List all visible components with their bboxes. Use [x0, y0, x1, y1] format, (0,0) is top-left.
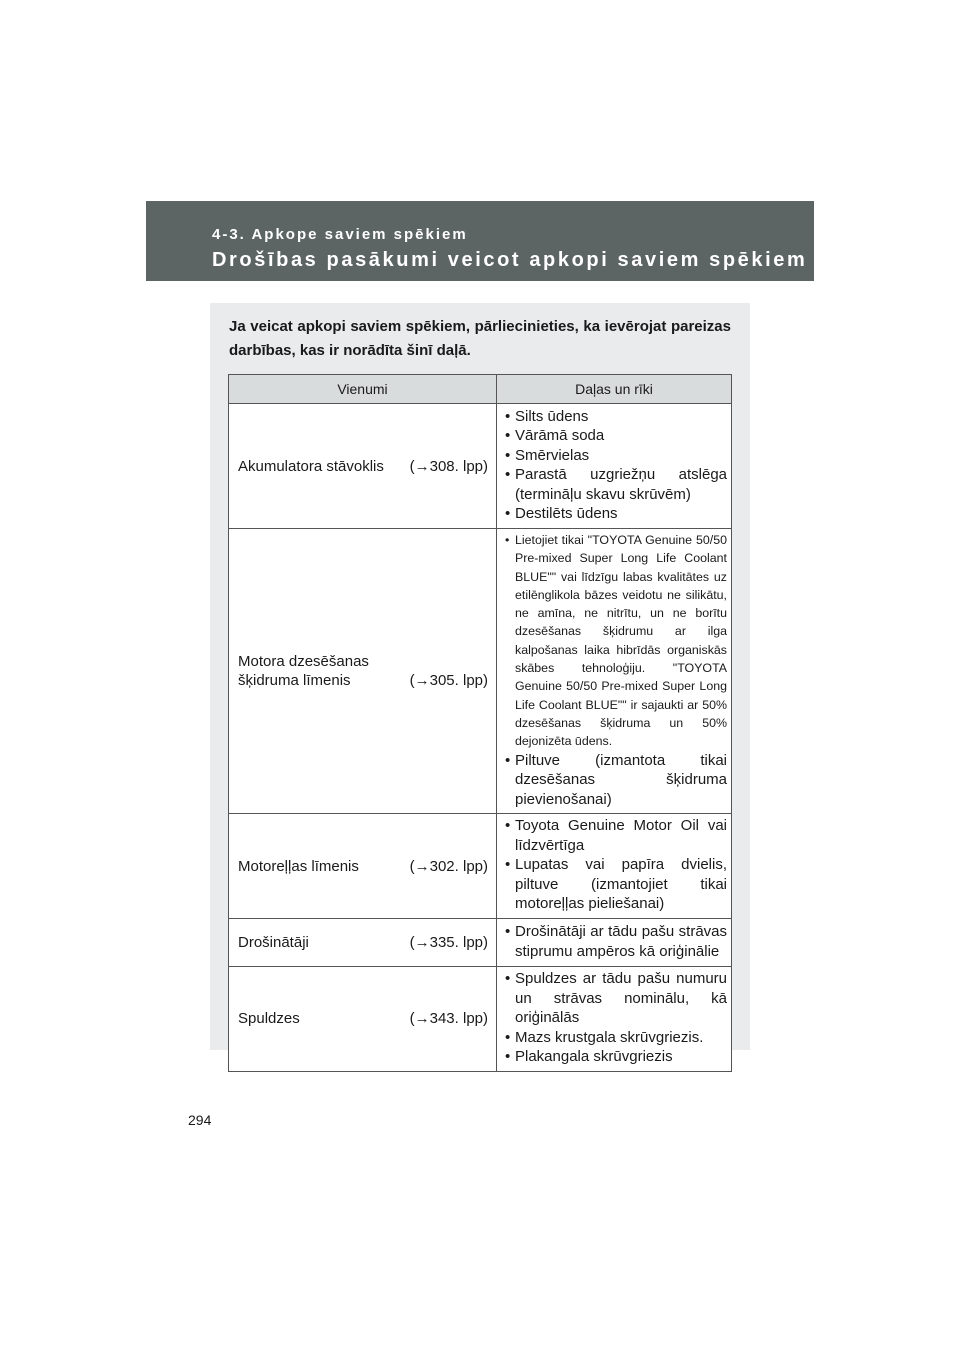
table-row	[229, 404, 732, 529]
column-header-items: Vienumi	[229, 375, 497, 404]
page-title: Drošības pasākumi veicot apkopi saviem spēkiem	[212, 249, 808, 271]
item-name: Motora dzesēšanas šķidruma līmenis	[238, 653, 369, 690]
table-header-row	[229, 375, 732, 404]
item-name: Spuldzes	[238, 1010, 300, 1028]
table-row	[229, 814, 732, 919]
page-reference: (→343. lpp)	[409, 1010, 488, 1028]
list-item: • Plakangala skrūvgriezis	[505, 1048, 673, 1066]
list-item: • Mazs krustgala skrūvgriezis.	[505, 1028, 704, 1046]
page-number: 294	[188, 1112, 212, 1128]
list-item: • Spuldzes ar tādu pašu numuru un strāvas nominālu, kā oriģinālās	[505, 970, 727, 1027]
list-item: • Destilēts ūdens	[505, 505, 618, 522]
parts-cell	[497, 967, 732, 1072]
item-cell	[229, 919, 497, 967]
parts-cell	[497, 404, 732, 529]
maintenance-table	[228, 374, 732, 1072]
list-item: • Vārāmā soda	[505, 427, 605, 444]
list-item: • Drošinātāji ar tādu pašu strāvas stiprumu ampēros kā oriģinālie	[505, 923, 727, 960]
list-item: • Toyota Genuine Motor Oil vai līdzvērtīga	[505, 817, 727, 854]
content-panel	[210, 303, 750, 1066]
section-label: 4-3. Apkope saviem spēkiem	[212, 226, 468, 243]
item-cell	[229, 529, 497, 814]
list-item: • Silts ūdens	[505, 407, 589, 425]
item-name: Drošinātāji	[238, 934, 309, 952]
page-reference: (→305. lpp)	[409, 672, 488, 690]
table-row	[229, 529, 732, 814]
section-header	[146, 201, 814, 281]
list-item: • Smērvielas	[505, 446, 590, 464]
parts-cell	[497, 814, 732, 919]
item-cell	[229, 404, 497, 529]
table-row	[229, 967, 732, 1072]
column-header-parts: Daļas un rīki	[497, 375, 732, 404]
page-reference: (→302. lpp)	[409, 857, 488, 875]
parts-cell	[497, 529, 732, 814]
intro-text: Ja veicat apkopi saviem spēkiem, pārliecinieties, ka ievērojat pareizas darbības, kas ir norādīta šinī daļā.	[229, 318, 731, 359]
list-item: • Lupatas vai papīra dvielis, piltuve (izmantojiet tikai motoreļļas pieliešanai)	[505, 856, 727, 913]
table-row	[229, 919, 732, 967]
item-name: Akumulatora stāvoklis	[238, 457, 384, 475]
page-reference: (→335. lpp)	[409, 934, 488, 952]
list-item: • Piltuve (izmantota tikai dzesēšanas šķidruma pievienošanai)	[505, 751, 727, 808]
item-name: Motoreļļas līmenis	[238, 857, 359, 875]
list-item: • Parastā uzgriežņu atslēga (termināļu skavu skrūvēm)	[505, 466, 727, 503]
coolant-note: • Lietojiet tikai "TOYOTA Genuine 50/50 Pre-mixed Super Long Life Coolant BLUE"" vai līdzīgu labas kvalitātes uz etilēnglikola bāzes veidotu ne silikātu, ne amīna, ne nitrītu, un ne borītu dzesēšanas šķidrumu ar ilga kalpošanas laika hibrīdās organiskās skābes tehnoloģiju. "TOYOTA Genuine 50/50 Pre-mixed Super Long Life Coolant BLUE"" ir sajaukti ar 50% dzesēšanas šķidruma un 50% dejonizēta ūdens.	[505, 533, 727, 749]
page-reference: (→308. lpp)	[409, 457, 488, 475]
item-cell	[229, 814, 497, 919]
parts-cell	[497, 919, 732, 967]
item-cell	[229, 967, 497, 1072]
